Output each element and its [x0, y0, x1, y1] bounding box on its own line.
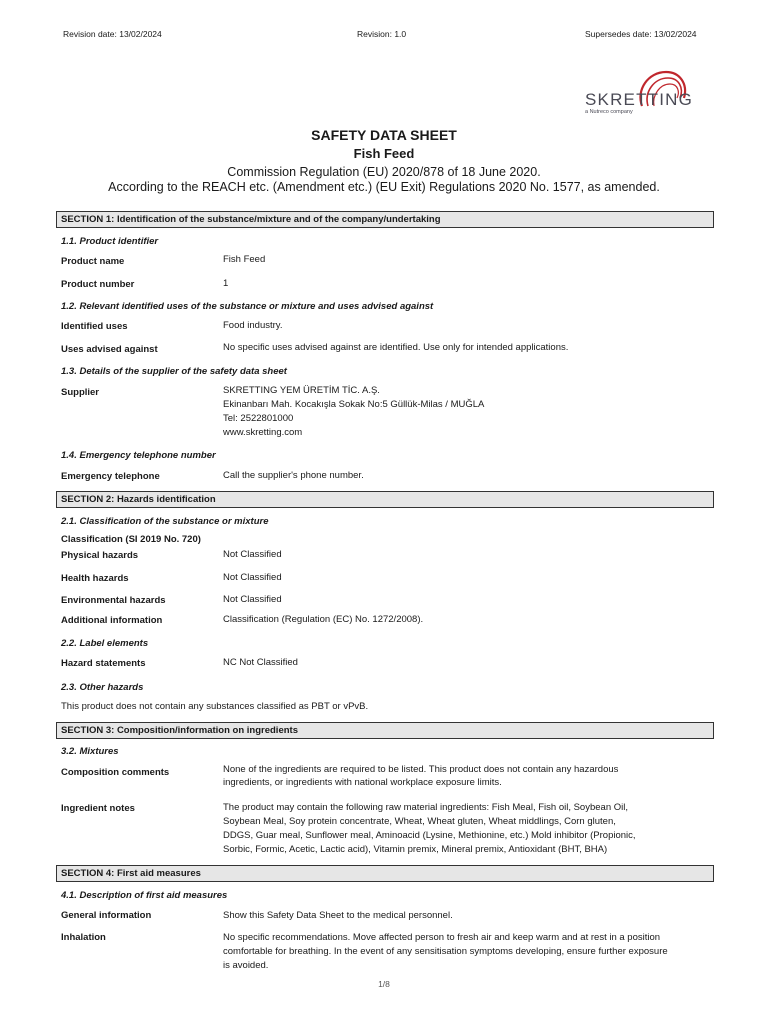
product-number-label: Product number: [61, 279, 135, 290]
subsection-3-2: 3.2. Mixtures: [61, 746, 119, 757]
ingredient-notes-line-3: DDGS, Guar meal, Sunflower meal, Aminoacid (Lysine, Methionine, etc.) Mold inhibitor (Propionic,: [223, 830, 636, 841]
uses-advised-against-value: No specific uses advised against are identified. Use only for intended applications.: [223, 342, 569, 353]
composition-comments-line-1: None of the ingredients are required to be listed. This product does not contain any hazardous: [223, 764, 619, 775]
subsection-4-1: 4.1. Description of first aid measures: [61, 890, 228, 901]
product-number-value: 1: [223, 278, 229, 289]
supplier-label: Supplier: [61, 387, 100, 398]
identified-uses-value: Food industry.: [223, 320, 283, 331]
subsection-2-1: 2.1. Classification of the substance or mixture: [61, 516, 269, 527]
physical-hazards-label: Physical hazards: [61, 550, 139, 561]
general-information-label: General information: [61, 910, 152, 921]
inhalation-line-1: No specific recommendations. Move affected person to fresh air and keep warm and at rest in a position: [223, 932, 661, 943]
product-title: Fish Feed: [353, 146, 415, 161]
composition-comments-line-2: ingredients, or ingredients with national workplace exposure limits.: [223, 777, 502, 788]
ingredient-notes-line-4: Sorbic, Formic, Acetic, Lactic acid), Vitamin premix, Mineral premix, Antioxidant (BHT, BHA): [223, 844, 608, 855]
ingredient-notes-label: Ingredient notes: [61, 803, 135, 814]
logo-tagline: a Nutreco company: [585, 109, 633, 115]
hazard-statements-label: Hazard statements: [61, 658, 146, 669]
additional-information-value: Classification (Regulation (EC) No. 1272/2008).: [223, 614, 424, 625]
revision-date: Revision date: 13/02/2024: [63, 29, 162, 39]
section-2-heading: SECTION 2: Hazards identification: [56, 491, 714, 508]
emergency-telephone-value: Call the supplier's phone number.: [223, 470, 364, 481]
subsection-1-3: 1.3. Details of the supplier of the safety data sheet: [61, 366, 287, 377]
composition-comments-label: Composition comments: [61, 767, 170, 778]
inhalation-line-3: is avoided.: [223, 960, 269, 971]
ingredient-notes-line-2: Soybean Meal, Soy protein concentrate, Wheat, Wheat gluten, Wheat middlings, Corn gluten,: [223, 816, 616, 827]
regulation-line-1: Commission Regulation (EU) 2020/878 of 18 June 2020.: [227, 165, 541, 179]
supplier-telephone: Tel: 2522801000: [223, 413, 294, 424]
ingredient-notes-line-1: The product may contain the following raw material ingredients: Fish Meal, Fish oil, Soybean Oil,: [223, 802, 628, 813]
section-3-heading: SECTION 3: Composition/information on ingredients: [56, 722, 714, 739]
subsection-2-3: 2.3. Other hazards: [61, 682, 144, 693]
identified-uses-label: Identified uses: [61, 321, 128, 332]
emergency-telephone-label: Emergency telephone: [61, 471, 160, 482]
section-4-heading: SECTION 4: First aid measures: [56, 865, 714, 882]
physical-hazards-value: Not Classified: [223, 549, 282, 560]
classification-heading: Classification (SI 2019 No. 720): [61, 534, 201, 545]
supplier-website: www.skretting.com: [223, 427, 303, 438]
logo-wordmark: SKRETTING: [585, 90, 694, 109]
document-title: SAFETY DATA SHEET: [311, 127, 457, 143]
hazard-statements-value: NC Not Classified: [223, 657, 298, 668]
subsection-1-1: 1.1. Product identifier: [61, 236, 159, 247]
supersedes-date: Supersedes date: 13/02/2024: [585, 29, 697, 39]
inhalation-label: Inhalation: [61, 932, 106, 943]
subsection-2-2: 2.2. Label elements: [61, 638, 149, 649]
uses-advised-against-label: Uses advised against: [61, 344, 158, 355]
product-name-label: Product name: [61, 256, 125, 267]
inhalation-line-2: comfortable for breathing. In the event of any sensitisation symptoms developing, ensure further exposure: [223, 946, 668, 957]
supplier-address: Ekinanbarı Mah. Kocakışla Sokak No:5 Güllük-Milas / MUĞLA: [223, 399, 485, 410]
supplier-name: SKRETTING YEM ÜRETİM TİC. A.Ş.: [223, 385, 380, 396]
subsection-1-2: 1.2. Relevant identified uses of the substance or mixture and uses advised against: [61, 301, 434, 312]
product-name-value: Fish Feed: [223, 254, 266, 265]
other-hazards-text: This product does not contain any substances classified as PBT or vPvB.: [61, 701, 369, 712]
health-hazards-value: Not Classified: [223, 572, 282, 583]
regulation-line-2: According to the REACH etc. (Amendment etc.) (EU Exit) Regulations 2020 No. 1577, as amended.: [108, 180, 660, 194]
revision-number: Revision: 1.0: [357, 29, 407, 39]
health-hazards-label: Health hazards: [61, 573, 129, 584]
environmental-hazards-label: Environmental hazards: [61, 595, 166, 606]
page-number: 1/8: [378, 979, 390, 989]
additional-information-label: Additional information: [61, 615, 163, 626]
general-information-value: Show this Safety Data Sheet to the medical personnel.: [223, 910, 453, 921]
section-1-heading: SECTION 1: Identification of the substance/mixture and of the company/undertaking: [56, 211, 714, 228]
environmental-hazards-value: Not Classified: [223, 594, 282, 605]
subsection-1-4: 1.4. Emergency telephone number: [61, 450, 216, 461]
